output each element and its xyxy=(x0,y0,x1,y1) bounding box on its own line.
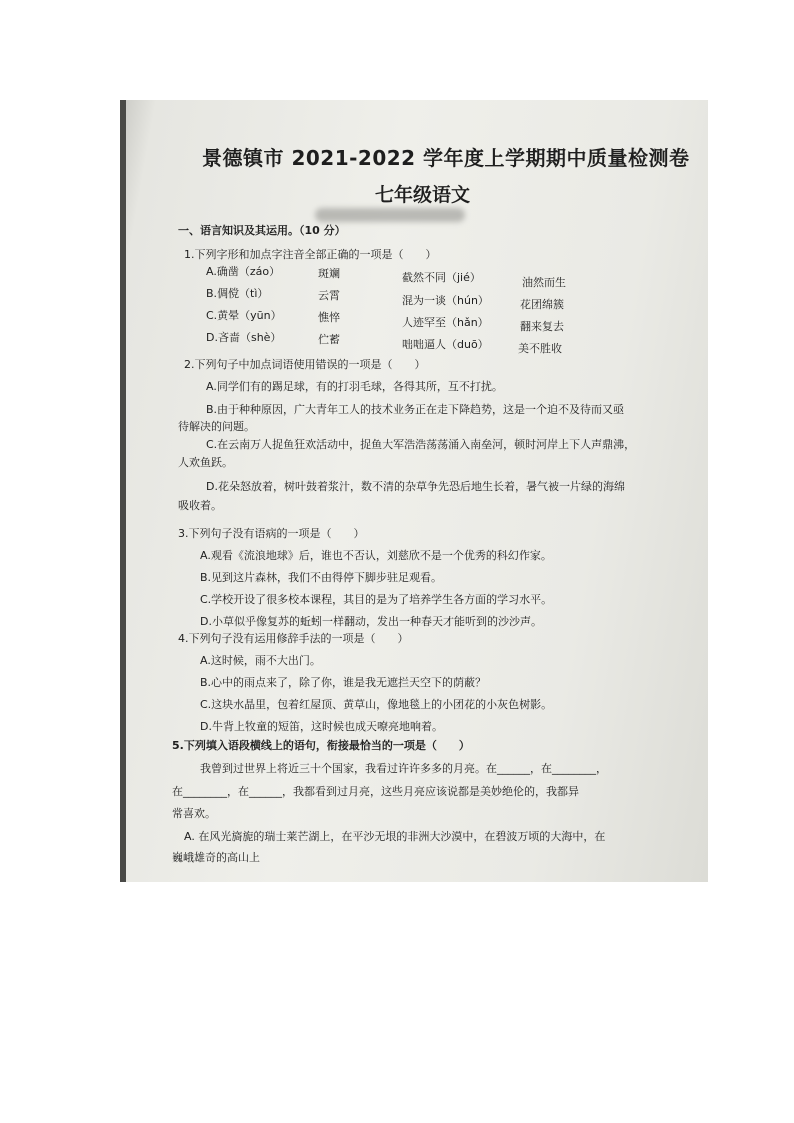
q1-c-4: 翻来复去 xyxy=(520,320,564,333)
q5-option-a-line1: A. 在风光旖旎的瑞士莱芒湖上，在平沙无垠的非洲大沙漠中，在碧波万顷的大海中，在 xyxy=(184,830,606,843)
q2-option-b-line1: B.由于种种原因，广大青年工人的技术业务正在走下降趋势，这是一个迫不及待而又亟 xyxy=(206,403,625,416)
q3-stem: 3.下列句子没有语病的一项是（ ） xyxy=(178,527,365,540)
q1-a-4: 油然而生 xyxy=(522,276,566,289)
exam-subtitle: 七年级语文 xyxy=(375,184,471,206)
q1-b-2: 云霄 xyxy=(318,289,340,302)
q1-d-2: 伫蓄 xyxy=(318,333,340,346)
q2-option-d-line1: D.花朵怒放着，树叶鼓着浆汁，数不清的杂草争先恐后地生长着，暑气被一片绿的海绵 xyxy=(206,480,625,493)
exam-photo xyxy=(120,100,708,882)
q2-option-b-line2: 待解决的问题。 xyxy=(178,420,255,433)
q1-d-4: 美不胜收 xyxy=(518,342,562,355)
q1-a-2: 斑斓 xyxy=(318,267,340,280)
q3-option-a: A.观看《流浪地球》后，谁也不否认，刘慈欣不是一个优秀的科幻作家。 xyxy=(200,549,552,562)
q2-option-c-line1: C.在云南万人捉鱼狂欢活动中，捉鱼大军浩浩荡荡涌入南垒河，顿时河岸上下人声鼎沸， xyxy=(206,438,636,451)
q2-option-d-line2: 吸收着。 xyxy=(178,499,222,512)
q4-option-b: B.心中的雨点来了，除了你，谁是我无遮拦天空下的荫蔽？ xyxy=(200,676,487,689)
q1-d-1: D.吝啬（shè） xyxy=(206,331,282,344)
name-redaction-smudge xyxy=(315,208,465,222)
q2-option-a: A.同学们有的踢足球，有的打羽毛球，各得其所，互不打扰。 xyxy=(206,380,503,393)
q1-b-4: 花团绵簇 xyxy=(520,298,564,311)
q4-option-d: D.牛背上牧童的短笛，这时候也成天嘹亮地响着。 xyxy=(200,720,443,733)
q2-stem: 2.下列句子中加点词语使用错误的一项是（ ） xyxy=(184,358,426,371)
q1-a-1: A.确凿（záo） xyxy=(206,265,281,278)
q5-passage-line2: 在________，在______，我都看到过月亮，这些月亮应该说都是美妙绝伦的，我都异 xyxy=(172,785,579,798)
q5-passage-line3: 常喜欢。 xyxy=(172,807,216,820)
photo-left-edge xyxy=(120,100,126,882)
q3-option-c: C.学校开设了很多校本课程，其目的是为了培养学生各方面的学习水平。 xyxy=(200,593,553,606)
q1-c-2: 憔悴 xyxy=(318,311,340,324)
q4-option-c: C.这块水晶里，包着红屋顶、黄草山，像地毯上的小团花的小灰色树影。 xyxy=(200,698,553,711)
q3-option-d: D.小草似乎像复苏的蚯蚓一样翻动，发出一种春天才能听到的沙沙声。 xyxy=(200,615,542,628)
q2-option-c-line2: 人欢鱼跃。 xyxy=(178,456,233,469)
q5-stem: 5.下列填入语段横线上的语句，衔接最恰当的一项是（ ） xyxy=(172,739,470,752)
q3-option-b: B.见到这片森林，我们不由得停下脚步驻足观看。 xyxy=(200,571,443,584)
q4-option-a: A.这时候，雨不大出门。 xyxy=(200,654,321,667)
q4-stem: 4.下列句子没有运用修辞手法的一项是（ ） xyxy=(178,632,409,645)
q5-option-a-line2: 巍峨雄奇的高山上 xyxy=(172,851,260,864)
q1-b-1: B.倜傥（tì） xyxy=(206,287,269,300)
q1-a-3: 截然不同（jié） xyxy=(402,271,481,284)
section-heading: 一、语言知识及其运用。（10 分） xyxy=(178,224,346,237)
q1-b-3: 混为一谈（hún） xyxy=(402,294,489,307)
q5-passage-line1: 我曾到过世界上将近三十个国家，我看过许许多多的月亮。在______，在________， xyxy=(200,762,607,775)
q1-d-3: 咄咄逼人（duō） xyxy=(402,338,489,351)
exam-title: 景德镇市 2021-2022 学年度上学期期中质量检测卷 xyxy=(202,146,690,170)
q1-c-3: 人迹罕至（hǎn） xyxy=(402,316,489,329)
q1-stem: 1.下列字形和加点字注音全部正确的一项是（ ） xyxy=(184,248,437,261)
q1-c-1: C.黄晕（yūn） xyxy=(206,309,282,322)
